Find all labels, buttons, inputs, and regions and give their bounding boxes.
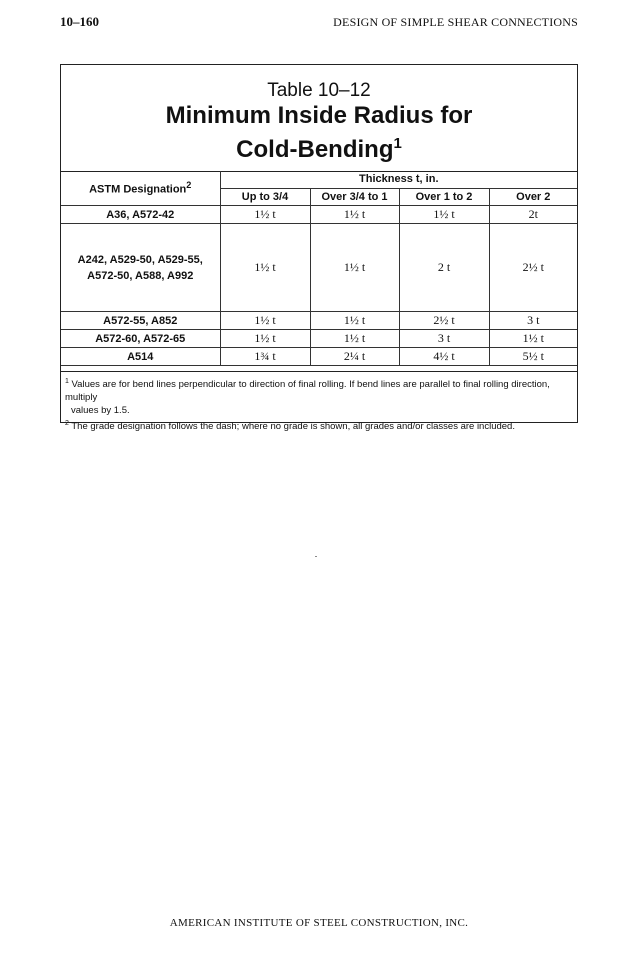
radius-cell: 2 t (399, 224, 489, 312)
stray-mark (315, 556, 317, 557)
table-row (61, 224, 577, 312)
table-row (61, 348, 577, 366)
footnote-1 (65, 375, 571, 404)
page-footer: AMERICAN INSTITUTE OF STEEL CONSTRUCTION, INC. (169, 917, 469, 929)
table-title (61, 102, 577, 164)
running-header: DESIGN OF SIMPLE SHEAR CONNECTIONS (333, 15, 578, 29)
radius-cell: 2¼ t (310, 348, 399, 366)
radius-cell: 1½ t (310, 224, 399, 312)
radius-cell: 1½ t (399, 206, 489, 224)
table-row (61, 330, 577, 348)
footnote-1-continuation: values by 1.5. (71, 405, 130, 417)
radius-cell: 3 t (489, 312, 577, 330)
designation-cell: A514 (61, 348, 220, 366)
footnote-text: The grade designation follows the dash; where no grade is shown, all grades and/or classes are included. (71, 421, 515, 433)
footnote-2 (65, 417, 571, 433)
radius-table (61, 171, 577, 366)
radius-cell: 1½ t (489, 330, 577, 348)
radius-cell: 1½ t (310, 330, 399, 348)
table-row (61, 312, 577, 330)
table-number: Table 10–12 (267, 80, 371, 101)
table-title-line-1: Minimum Inside Radius for (165, 102, 473, 129)
designation-cell: A572-60, A572-65 (61, 330, 220, 348)
designation-line: A572-50, A588, A992 (87, 269, 194, 282)
column-header: Over 2 (489, 188, 577, 205)
table-title-line-2: Cold-Bending (236, 136, 394, 163)
table-title-block (61, 65, 577, 172)
radius-cell: 3 t (399, 330, 489, 348)
table-frame (60, 64, 578, 433)
radius-cell: 5½ t (489, 348, 577, 366)
radius-cell: 1½ t (310, 312, 399, 330)
table-footnotes (61, 371, 577, 433)
designation-footnote-marker: 2 (186, 180, 192, 191)
footnote-text: Values are for bend lines perpendicular to direction of final rolling. If bend lines are parallel to final rolling direction, multiply (65, 379, 550, 404)
thickness-header: Thickness t, in. (220, 171, 577, 188)
title-footnote-marker: 1 (393, 135, 402, 152)
designation-cell: A572-55, A852 (61, 312, 220, 330)
footnote-marker: 2 (65, 420, 69, 428)
column-header: Over 1 to 2 (399, 188, 489, 205)
table-row (61, 206, 577, 224)
radius-cell: 2½ t (399, 312, 489, 330)
column-header: Over 3/4 to 1 (310, 188, 399, 205)
designation-line: A242, A529-50, A529-55, (77, 253, 203, 266)
radius-cell: 1½ t (220, 206, 310, 224)
radius-cell: 1½ t (220, 224, 310, 312)
page-number: 10–160 (60, 14, 99, 29)
radius-cell: 2½ t (489, 224, 577, 312)
radius-cell: 1½ t (220, 312, 310, 330)
radius-cell: 1½ t (220, 330, 310, 348)
radius-cell: 2t (489, 206, 577, 224)
designation-cell: A36, A572-42 (61, 206, 220, 224)
footnote-marker: 1 (65, 378, 69, 385)
radius-cell: 1¾ t (220, 348, 310, 366)
designation-cell (61, 224, 220, 312)
column-header: Up to 3/4 (220, 188, 310, 205)
radius-cell: 4½ t (399, 348, 489, 366)
designation-header: ASTM Designation$^2$ (61, 171, 220, 206)
radius-cell: 1½ t (310, 206, 399, 224)
